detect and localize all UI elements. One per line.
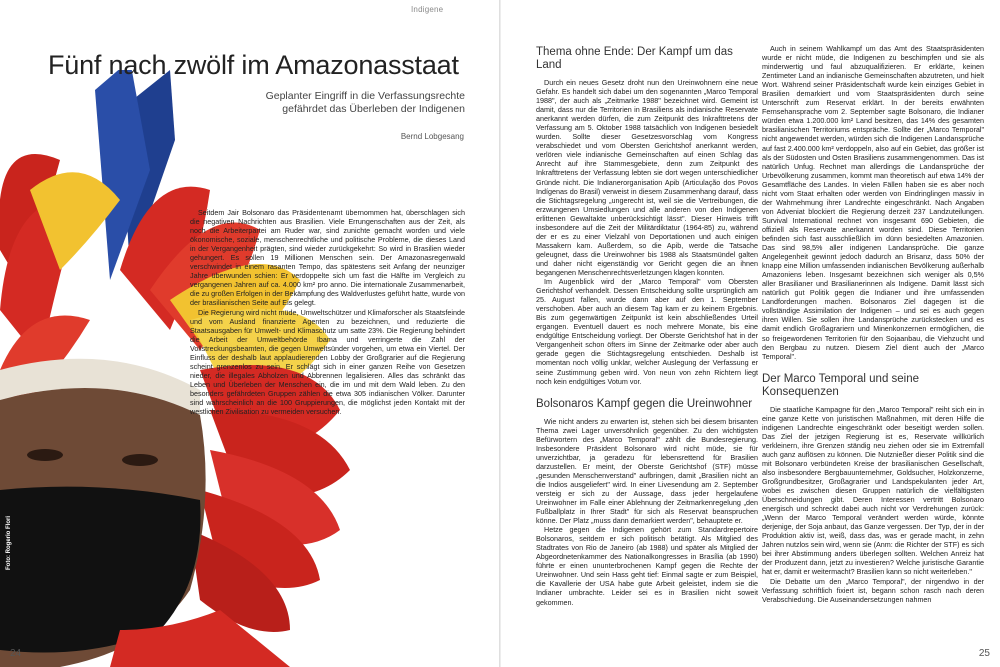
page-fold — [499, 0, 501, 667]
body-paragraph: Seitdem Jair Bolsonaro das Präsidentenamt übernommen hat, überschlagen sich die negativen Nachrichten aus Brasilien. Viele Errungenschaften aus der Zeit, als noch die Arbeiterpartei am Ruder war, sind zunichte gemacht worden und viele ökonomische, soziale, menschenrechtliche und politische Probleme, die dieses Land in der Vergangenheit prägten, sind wieder zurückgekehrt: So wird in Brasilien wieder gehungert. Es sollen 19 Millionen Menschen sein. Der Amazonasregenwald verschwindet in einem rasanten Tempo, das spätestens seit Anfang der neunziger Jahre überwunden schien: Er verdoppelte sich um fast die Hälfte im Vergleich zu vergangenen Jahren auf ca. 4.000 km² pro anno. Die internationale Zusammenarbeit, die zu großen Erfolgen in der Bekämpfung des Waldverlustes geführt hatte, wurde von der brasilianischen Seite auf Eis gelegt. — [190, 208, 466, 308]
author-byline: Bernd Lobgesang — [400, 132, 464, 141]
body-paragraph: Im Augenblick wird der „Marco Temporal" vom Obersten Gerichtshof verhandelt. Dessen Entscheidung sollte ursprünglich am 25. August fallen, wurde dann aber auf den 1. September verschoben. Aber auch an diesem Tag kam er zu keinem Ergebnis. Bis zum gegenwärtigen Zeitpunkt ist kein abschließendes Urteil ergangen. Eventuell dauert es noch mehrere Monate, bis eine endgültige Entscheidung vorliegt. Der Oberste Gerichtshof hat in der Vergangenheit schon öfters im Sinne der Zeitmarke oder aber auch gerade gegen die Stichtagsregelung entschieden. Deshalb ist momentan noch völlig unklar, welcher Auslegung der Verfassung er seine Zustimmung geben wird. Von neun von zehn Richtern liegt noch kein endgültiges Votum vor. — [536, 277, 758, 386]
body-paragraph: Die staatliche Kampagne für den „Marco Temporal" reiht sich ein in eine ganze Kette von juristischen Maßnahmen, mit deren Hilfe die indigenen Landrechte eingeschränkt oder beseitigt werden sollen. Das Ziel der jetzigen Regierung ist es, Reservate willkürlich verkleinern, ihre Grenzen ständig neu ziehen oder sie im Extremfall auch ganz auflösen zu können. Die Nutznießer dieser Politik sind die mit Bolsonaro verbündeten Kreise der brasilianischen Gesellschaft, also insbesondere Bergbauunternehmer, Goldsucher, Holzkonzerne, Großgrundbesitzer, Großagrarier und Landspekulanten jeder Art, wobei es zwischen diesen Gruppen natürlich die vielfältigsten Überschneidungen gibt. Deren Interessen vertritt Bolsonaro energisch und schreckt dabei auch nicht vor Verdrehungen zurück: „Wenn der Marco Temporal verändert werden würde, könnte derjenige, der Soja anbaut, das Ganze vergessen. Der Typ, der in der Produktion aktiv ist, weiß, dass das, was er gerade macht, in zehn Jahren nutzlos sein wird, wenn sie (Anm: die Richter der STF) es sich bei ihrer Abstimmung anders überlegen sollten. Welchen Anreiz hat der Produzent dann, jetzt zu investieren? Welche juristische Garantie hat er, damit er weitermacht? Brasilien kann so nicht weiterleben." — [762, 404, 984, 577]
section-heading: Bolsonaros Kampf gegen die Ureinwohner — [536, 397, 753, 410]
body-paragraph: Durch ein neues Gesetz droht nun den Ureinwohnern eine neue Gefahr. Es handelt sich dabei um den sogenannten „Marco Temporal 1988", der auch als „Zeitmarke 1988" bezeichnet wird. Gemeint ist damit, dass nur die Territorien in Brasiliens als indianische Reservate anerkannt werden dürfen, die zum Zeitpunkt des Inkrafttretens der Verfassung am 5. Oktober 1988 tatsächlich von Indigenen besiedelt wurden. Sollte dieser Gesetzesvorschlag vom Kongress verabschiedet und vom Obersten Gerichtshof anerkannt werden, verlören viele indianische Gemeinschaften auf einen Schlag das Anrecht auf ihre Stammesgebiete, denn zum Zeitpunkt des Inkrafttretens der Verfassung lebten sie dort wegen unterschiedlicher Gründe nicht. Die Indianerorganisation Apib (Articulação dos Povos Indígenas do Brasil) verweist in diesem Zusammenhang darauf, dass die Stichtagsregelung „ungerecht ist, weil sie die Vertreibungen, die erzwungenen Umsiedlungen und alle anderen von den Indigenen erlittenen Gewaltakte unberücksichtigt lässt". Dieser Hinweis trifft insbesondere auf die Zeit der Militärdiktatur (1964-85) zu, während der er es zu einer Vielzahl von Deportationen und auch einigen Massakern kam. Außerdem, so die Apib, werde die Tatsache geleugnet, dass die Ureinwohner bis 1988 als Staatsmündel galten und daher nicht eigenständig vor Gericht gegen die an ihnen begangenen Menschenrechtsverletzungen klagen konnten. — [536, 78, 758, 277]
article-headline: Fünf nach zwölf im Amazonasstaat — [48, 50, 459, 80]
photo-credit: Foto: Rogerio Flori — [6, 516, 12, 570]
body-paragraph: Die Debatte um den „Marco Temporal", der nirgendwo in der Verfassung schriftlich fixiert ist, begann schon rasch nach deren Verabschiedung. Die Auseinandersetzungen nahmen — [762, 576, 984, 604]
right-column-1 — [536, 46, 758, 607]
left-body-text — [190, 208, 465, 416]
body-paragraph: Hetze gegen die Indigenen gehört zum Standardrepertoire Bolsonaros, seitdem er sich politisch betätigt. Als Mitglied des Stadtrates von Rio de Janeiro (ab 1988) und später als Mitglied der Abgeordnetenkammer des Nationalkongresses in Brasília (ab 1990) führte er einen ununterbrochenen Kampf gegen die Rechte der Ureinwohner. Und sein Hass geht tief: Einmal sagte er zum Beispiel, die Kavallerie der USA habe gute Arbeit geleistet, indem sie die Indianer umbrachte. Leider sei es in Brasilien nicht soweit gekommen. — [536, 525, 758, 607]
right-column-2 — [762, 44, 984, 604]
article-subheadline: Geplanter Eingriff in die Verfassungsrechte gefährdet das Überleben der Indigenen — [265, 90, 465, 115]
body-paragraph: Wie nicht anders zu erwarten ist, stehen sich bei diesem brisanten Thema zwei Lager unversöhnlich gegenüber. Zu den wichtigsten Befürwortern des „Marco Temporal" zählt die Bundesregierung. Insbesondere Präsident Bolsonaro wird nicht müde, sie für unverzichtbar, ja geradezu für lebensrettend für Brasilien darzustellen. Er meint, der Oberste Gerichtshof (STF) müsse „gesunden Menschenverstand" aufbringen, damit „Brasilien nicht an die Indios ausgeliefert" wird. In einer Livesendung am 2. September versteig er sich zu der Aussage, dass jeder hergelaufene Ureinwohner im Falle einer Ablehnung der Zeitmarkenregelung „den Fußballplatz in Ihrer Stadt" für sich als Reservat beanspruchen könne. Der Platz „muss dann demarkiert werden", behauptete er. — [536, 416, 758, 526]
section-heading: Der Marco Temporal und seine Konsequenzen — [762, 372, 920, 398]
page-number-left: 24 — [10, 648, 22, 659]
page-number-right: 25 — [978, 648, 990, 659]
body-paragraph: Die Regierung wird nicht müde, Umweltschützer und Klimaforscher als Staatsfeinde und vom Ausland finanzierte Agenten zu bezeichnen, und reduzierte die Staatsausgaben für Umwelt- und Klimaschutz um satte 23%. Die Regierung behindert die Arbeit der Umweltbehörde Ibama und verringerte die Zahl der Vollstreckungsbeamten, die gegen Umweltsünder vorgehen, um etwa ein Viertel. Der Einfluss der deshalb laut applaudierenden Lobby der Großgrarier auf die Regierung scheint grenzenlos zu sein. Er schlägt sich in einer ganzen Reihe von Gesetzen nieder, die illegales Abholzen und Abbrennen legalisieren. Alles das schränkt das Leben und Überleben der Menschen ein, die im und mit dem Wald leben. Zu den besonders gefährdeten Gruppen zählen die etwa 305 indianischen Völker. Darunter sind wahrscheinlich an die 100 Gruppierungen, die möglichst jeden Kontakt mit der westlichen Zivilisation zu vermeiden versuchen. — [190, 307, 465, 417]
section-heading: Thema ohne Ende: Der Kampf um das Land — [536, 46, 733, 71]
body-paragraph: Auch in seinem Wahlkampf um das Amt des Staatspräsidenten wurde er nicht müde, die Indigenen zu beschimpfen und sie als minderwertig und faul abzuqualifizieren. Er erklärte, keinen Zentimeter Land an indianische Gemeinschaften abzutreten, und hielt Wort. Während seiner Präsidentschaft wurde kein einziges Gebiet in Brasilien demarkiert und vom Staatspräsidenten durch seine Unterschrift zum Reservat erklärt. In der bereits erwähnten Fernsehansprache vom 2. September sagte Bolsonaro, die Indianer würden etwa 1.200.000 km² Land besitzen, das 14% des gesamten brasilianischen Territoriums entspräche. Sollte der „Marco Temporal" nicht angewendet werden, würden sich die Indigenen Landansprüche auf fast 2.400.000 km² verdoppeln, also auf ein Gebiet, das größer ist als der Südosten und Osten Brasiliens zusammengenommen. Das ist natürlich Unfug. Rechnet man allerdings die Landansprüche der Urbevölkerung zusammen, kommt man theoretisch auf etwa 14% der Gesamtfläche des Landes. In vielen Fällen haben sie es aber noch nicht vom Staat erhalten oder werden von Eindringlingen massiv in der Wahrnehmung ihrer Landrechte eingeschränkt. Nach Angaben von Adveniat blockiert die Regierung derzeit 237 Landzuteilungen. Survival International rechnet von insgesamt 690 Gebieten, die offiziell als Reservate anerkannt worden sind. Diese Territorien befinden sich fast ausschließlich im dünn besiedelten Amazonien. Das sind 98,5% aller indigenen Landansprüche. Die ganze Angelegenheit gewinnt jedoch dadurch an Brisanz, dass 50% der knapp eine Million umfassenden indianischen Bevölkerung außerhalb Amazoniens leben. Insgesamt bezeichnen sich weniger als 0,5% aller Brasilianer und Brasilianerinnen als Indigene. Damit lässt sich natürlich gut Politik gegen die Indianer und ihre umfassenden Landforderungen machen. Bolsonaros Ziel dagegen ist die vollständige Assimilation der Indigenen – und sei es auch gegen ihren Willen. Sie sollen ihre Landansprüche zurückstecken und es damit endlich Großagrariern und Minenkonzernen ermöglichen, die so freigewordenen Territorien für den Sojaanbau, die Viehzucht und den Bergbau zu nutzen. Diesem Ziel dient auch der „Marco Temporal". — [762, 44, 984, 361]
section-label: Indigene — [411, 5, 444, 14]
